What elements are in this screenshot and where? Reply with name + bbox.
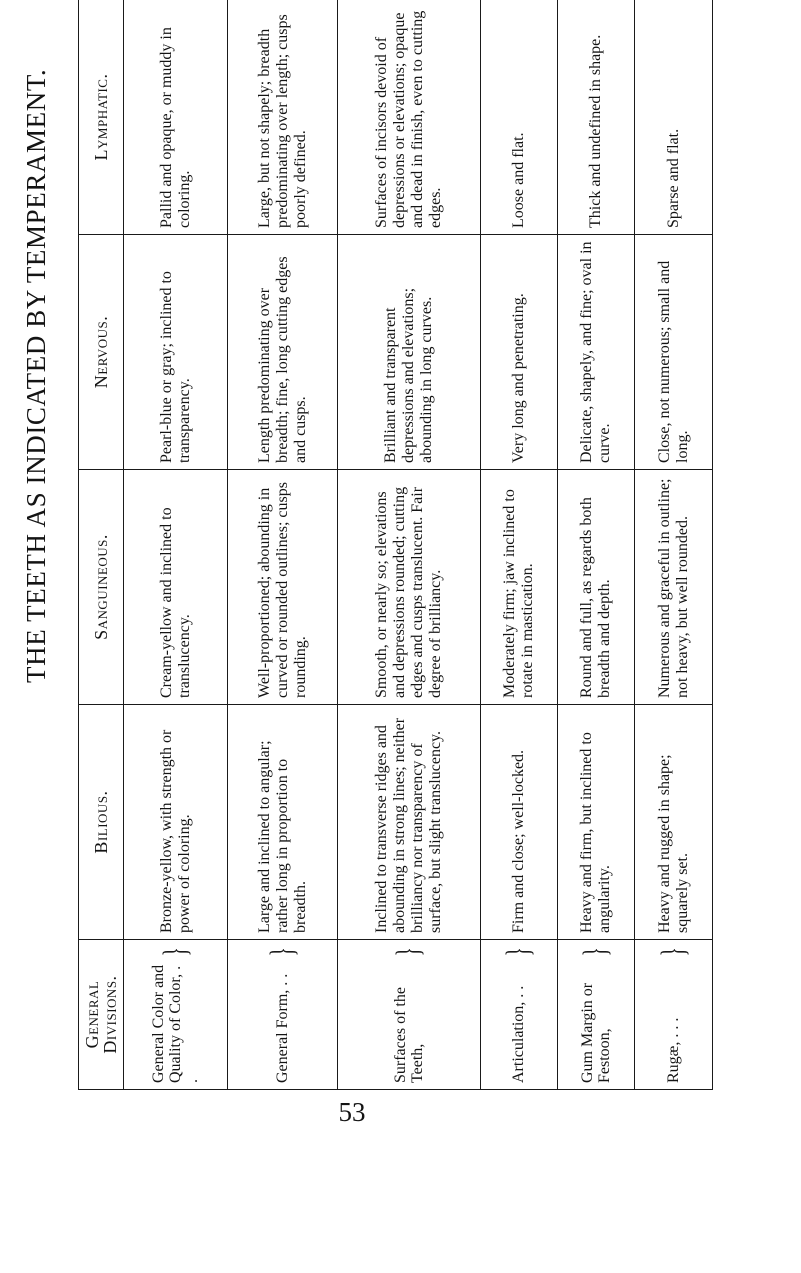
cell-lymphatic: Pallid and opaque, or muddy in coloring. (124, 0, 228, 235)
cell-sanguineous: Well-proportioned; abounding in curved or rounded outlines; cusps rounding. (228, 470, 338, 705)
cell-nervous: Delicate, shapely, and fine; oval in curve. (558, 235, 635, 470)
brace-icon: } (654, 947, 692, 957)
header-row (79, 0, 124, 1090)
cell-sanguineous: Numerous and graceful in outline; not heavy, but well rounded. (635, 470, 713, 705)
header-sanguineous: Sanguineous. (79, 470, 124, 705)
row-label-text: Articulation, . . (510, 985, 528, 1083)
row-label-text: General Color and Quality of Color, . . (150, 964, 202, 1083)
cell-sanguineous: Round and full, as regards both breadth and depth. (558, 470, 635, 705)
header-nervous: Nervous. (79, 235, 124, 470)
cell-nervous: Pearl-blue or gray; inclined to transparency. (124, 235, 228, 470)
row-label-gum-margin (558, 940, 635, 1090)
cell-bilious: Inclined to transverse ridges and abounding in strong lines; neither brilliancy nor transparency of surface, but slight translucency. (338, 705, 480, 940)
brace-icon: } (389, 947, 427, 957)
cell-nervous: Close, not numerous; small and long. (635, 235, 713, 470)
row-label-articulation (480, 940, 557, 1090)
row-label-surfaces (338, 940, 480, 1090)
table-row (124, 0, 228, 1090)
cell-bilious: Large and inclined to angular; rather long in proportion to breadth. (228, 705, 338, 940)
table-container (78, 0, 713, 1090)
cell-lymphatic: Thick and undefined in shape. (558, 0, 635, 235)
temperament-table (78, 0, 713, 1090)
cell-bilious: Heavy and firm, but inclined to angularity. (558, 705, 635, 940)
cell-nervous: Length predominating over breadth; fine, long cutting edges and cusps. (228, 235, 338, 470)
row-label-text: Rugæ, . . . (665, 1017, 683, 1083)
header-general-divisions: General Divisions. (79, 940, 124, 1090)
header-bilious: Bilious. (79, 705, 124, 940)
page-title: THE TEETH AS INDICATED BY TEMPERAMENT. (21, 68, 51, 684)
cell-lymphatic: Large, but not shapely; breadth predominating over length; cusps poorly defined. (228, 0, 338, 235)
row-label-color (124, 940, 228, 1090)
cell-bilious: Bronze-yellow, with strength or power of coloring. (124, 705, 228, 940)
page-number: 53 (338, 1097, 366, 1127)
table-row (338, 0, 480, 1090)
row-label-text: Gum Margin or Festoon, (579, 982, 614, 1083)
row-label-text: General Form, . . (274, 973, 292, 1083)
table-row (558, 0, 635, 1090)
brace-icon: } (499, 947, 537, 957)
brace-icon: } (577, 947, 615, 957)
cell-sanguineous: Cream-yellow and inclined to translucency. (124, 470, 228, 705)
row-label-form (228, 940, 338, 1090)
cell-lymphatic: Sparse and flat. (635, 0, 713, 235)
cell-nervous: Brilliant and transparent depressions and elevations; abounding in long curves. (338, 235, 480, 470)
table-row (480, 0, 557, 1090)
table-row (635, 0, 713, 1090)
cell-nervous: Very long and penetrating. (480, 235, 557, 470)
table-row (228, 0, 338, 1090)
header-lymphatic: Lymphatic. (79, 0, 124, 235)
brace-icon: } (156, 947, 194, 957)
cell-bilious: Heavy and rugged in shape; squarely set. (635, 705, 713, 940)
cell-bilious: Firm and close; well-locked. (480, 705, 557, 940)
row-label-rugae (635, 940, 713, 1090)
cell-lymphatic: Surfaces of incisors devoid of depressions or elevations; opaque and dead in finish, even to cutting edges. (338, 0, 480, 235)
brace-icon: } (263, 947, 301, 957)
cell-sanguineous: Moderately firm; jaw inclined to rotate in mastication. (480, 470, 557, 705)
cell-lymphatic: Loose and flat. (480, 0, 557, 235)
cell-sanguineous: Smooth, or nearly so; elevations and depressions rounded; cutting edges and cusps translucent. Fair degree of brilliancy. (338, 470, 480, 705)
row-label-text: Surfaces of the Teeth, (391, 987, 426, 1083)
